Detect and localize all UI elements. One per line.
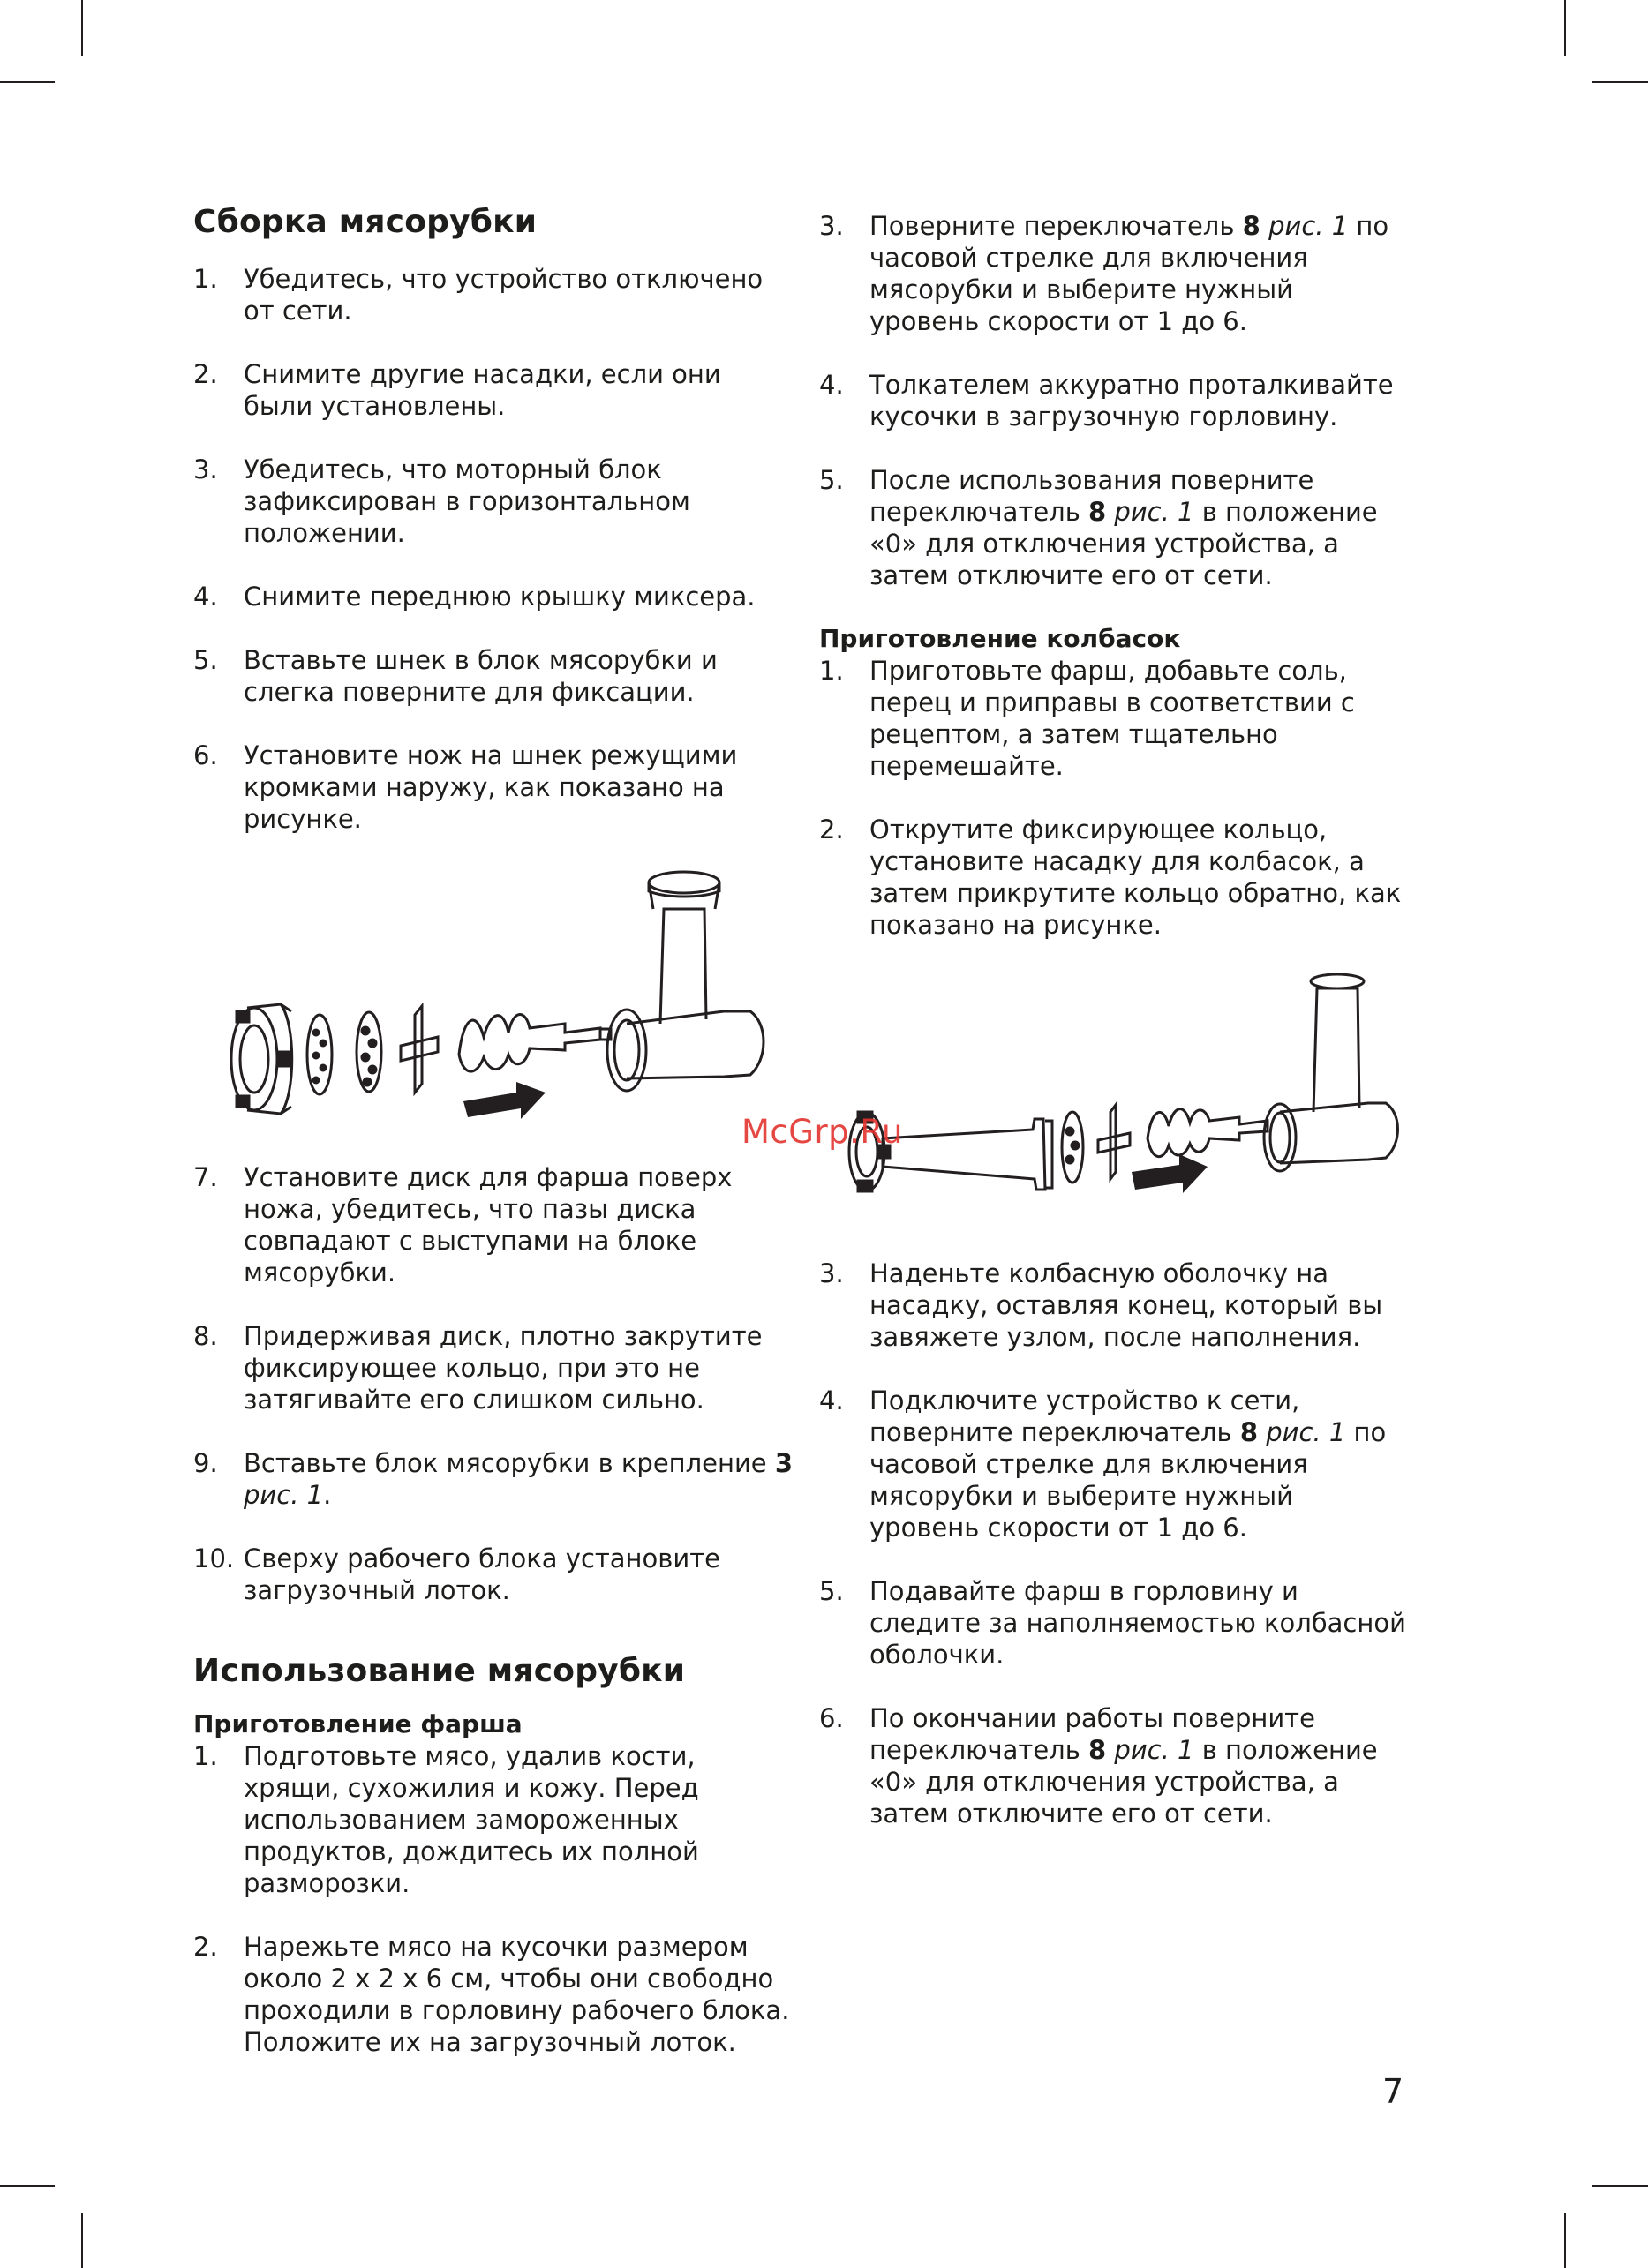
direction-arrow	[463, 1082, 546, 1119]
list-item: 1. Убедитесь, что устройство отключено от сети.	[193, 264, 764, 326]
list-item: 1. Подготовьте мясо, удалив кости, хрящи, сухожилия и кожу. Перед использованием замороженных продуктов, дождитесь их полной разморозки.	[193, 1741, 699, 1898]
grinder-assembly-figure	[212, 856, 777, 1138]
auger	[459, 1014, 611, 1071]
crop-mark	[1592, 2185, 1648, 2187]
assembly-heading: Сборка мясорубки	[193, 204, 538, 240]
right-column	[819, 210, 1411, 941]
list-item: 9. Вставьте блок мясорубки в крепление 3 рис. 1.	[193, 1448, 794, 1510]
crop-mark	[1592, 81, 1648, 83]
crop-mark	[0, 81, 55, 83]
list-item: 7. Установите диск для фарша поверх ножа, убедитесь, что пазы диска совпадают с выступами на блоке мясорубки.	[193, 1162, 733, 1288]
mincing-disc	[357, 1012, 381, 1092]
direction-arrow	[1132, 1154, 1208, 1193]
grinder-head	[1264, 974, 1398, 1171]
sausage-subheading: Приготовление колбасок	[819, 624, 1181, 653]
list-item: 6. По окончании работы поверните переключатель 8 рис. 1 в положение «0» для отключения устройства, а затем отключите его от сети.	[819, 1703, 1378, 1829]
auger	[1148, 1109, 1268, 1157]
sausage-nozzle	[883, 1119, 1052, 1190]
crop-mark	[81, 2213, 83, 2268]
mincing-disc	[307, 1015, 332, 1094]
list-item: 2. Нарежьте мясо на кусочки размером около 2 х 2 х 6 см, чтобы они свободно проходили в горловину рабочего блока. Положите их на загрузочный лоток.	[193, 1932, 790, 2057]
watermark: McGrp.Ru	[741, 1113, 903, 1151]
list-item: 4. Подключите устройство к сети, поверните переключатель 8 рис. 1 по часовой стрелке для включения мясорубки и выберите нужный уровень скорости от 1 до 6.	[819, 1386, 1387, 1543]
crop-mark	[1564, 0, 1566, 56]
sausage-assembly-figure	[830, 971, 1412, 1218]
left-column	[193, 201, 794, 835]
usage-heading: Использование мясорубки	[193, 1653, 686, 1689]
list-item: 3. Наденьте колбасную оболочку на насадку, оставляя конец, который вы завяжете узлом, после наполнения.	[819, 1258, 1383, 1352]
list-item: 4. Снимите переднюю крышку миксера.	[193, 582, 756, 612]
list-item: 4. Толкателем аккуратно проталкивайте кусочки в загрузочную горловину.	[819, 370, 1394, 432]
mince-subheading: Приготовление фарша	[193, 1709, 523, 1739]
list-item: 3. Поверните переключатель 8 рис. 1 по часовой стрелке для включения мясорубки и выберите нужный уровень скорости от 1 до 6.	[819, 211, 1389, 336]
grinder-head	[607, 872, 764, 1091]
right-column-lower	[819, 1258, 1411, 1829]
mincing-disc	[1062, 1112, 1083, 1183]
knife	[1098, 1105, 1130, 1179]
knife	[401, 1006, 438, 1093]
list-item: 5. Подавайте фарш в горловину и следите за наполняемостью колбасной оболочки.	[819, 1576, 1406, 1670]
crop-mark	[1564, 2213, 1566, 2268]
list-item: 10. Сверху рабочего блока установите загрузочный лоток.	[193, 1543, 720, 1605]
crop-mark	[0, 2185, 55, 2187]
list-item: 2. Снимите другие насадки, если они были установлены.	[193, 359, 721, 421]
ring-nut	[231, 1004, 292, 1114]
list-item: 8. Придерживая диск, плотно закрутите фиксирующее кольцо, при это не затягивайте его слишком сильно.	[193, 1321, 763, 1415]
list-item: 2. Открутите фиксирующее кольцо, установите насадку для колбасок, а затем прикрутите кольцо обратно, как показано на рисунке.	[819, 815, 1402, 940]
page-number: 7	[1382, 2072, 1404, 2111]
list-item: 6. Установите нож на шнек режущими кромками наружу, как показано на рисунке.	[193, 740, 738, 834]
list-item: 5. После использования поверните переключатель 8 рис. 1 в положение «0» для отключения устройства, а затем отключите его от сети.	[819, 465, 1378, 590]
list-item: 5. Вставьте шнек в блок мясорубки и слегка поверните для фиксации.	[193, 645, 718, 707]
left-column-lower	[193, 1161, 794, 2058]
crop-mark	[81, 0, 83, 56]
list-item: 3. Убедитесь, что моторный блок зафиксирован в горизонтальном положении.	[193, 454, 690, 548]
list-item: 1. Приготовьте фарш, добавьте соль, перец и приправы в соответствии с рецептом, а затем тщательно перемешайте.	[819, 656, 1355, 781]
